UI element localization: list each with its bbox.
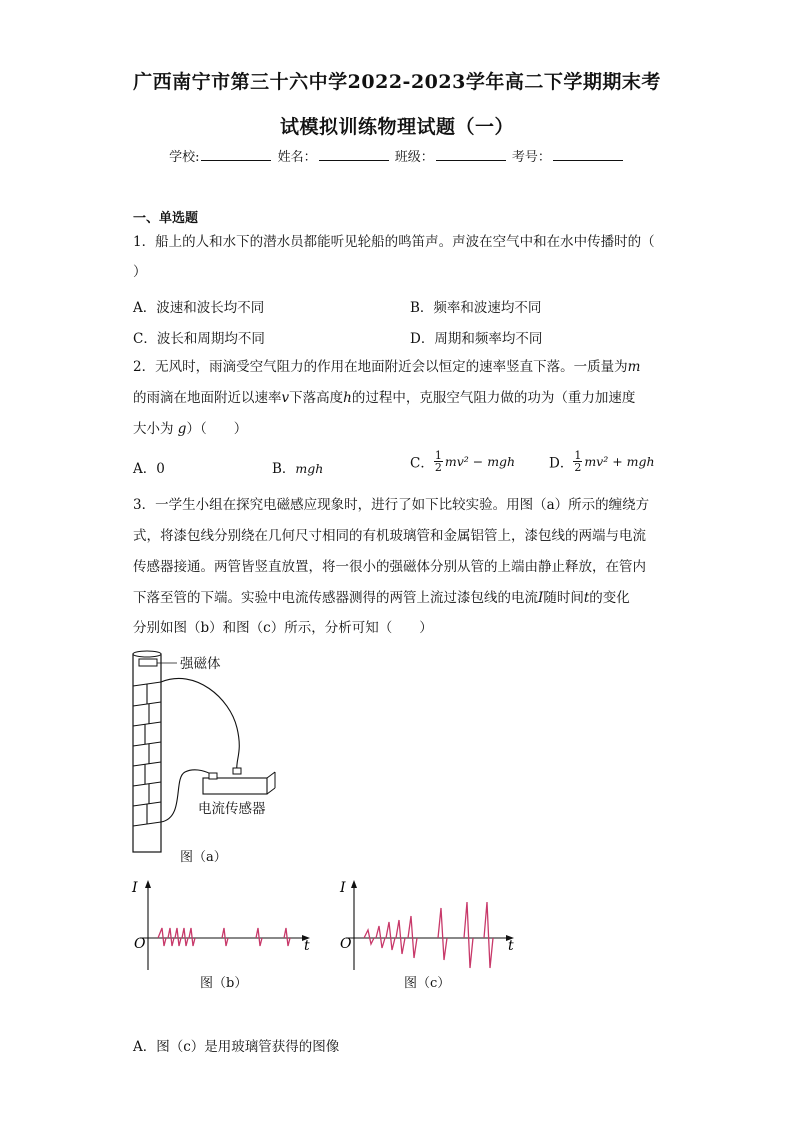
q3-stem-line5: 分别如图（b）和图（c）所示，分析可知（ ）: [133, 620, 433, 636]
q2-option-b[interactable]: B．mgh: [272, 461, 324, 477]
q2-stem-line2: 的雨滴在地面附近以速率v下落高度h的过程中，克服空气阻力做的功为（重力加速度: [133, 390, 636, 406]
fraction-half: $\frac{1}{2}$: [434, 449, 442, 474]
coil-windings: [133, 682, 161, 826]
figure-a-apparatus: [125, 648, 295, 868]
current-sensor: [203, 778, 267, 794]
student-info-row: [0, 146, 794, 165]
q2-option-a[interactable]: A．0: [133, 461, 165, 477]
q3-stem-line1: 3．一学生小组在探究电磁感应现象时，进行了如下比较实验。用图（a）所示的缠绕方: [133, 497, 650, 513]
fraction-half: $\frac{1}{2}$: [574, 449, 582, 474]
school-field[interactable]: [201, 148, 271, 161]
q2-stem-line1: 2．无风时，雨滴受空气阻力的作用在地面附近会以恒定的速率竖直下落。一质量为m: [133, 359, 641, 375]
figure-c-caption: 图（c）: [404, 976, 451, 991]
class-field[interactable]: [436, 148, 506, 161]
q2-stem-line3: 大小为 g）（ ）: [133, 421, 248, 437]
q3-stem-line3: 传感器接通。两管皆竖直放置，将一很小的强磁体分别从管的上端由静止释放，在管内: [133, 559, 646, 575]
class-label: 班级：: [394, 150, 434, 165]
sensor-label: 电流传感器: [198, 801, 266, 817]
q1-option-a[interactable]: A．波速和波长均不同: [133, 300, 265, 316]
exam-no-label: 考号：: [511, 150, 551, 165]
y-axis-label: I: [132, 880, 138, 896]
q1-option-b[interactable]: B．频率和波速均不同: [410, 300, 542, 316]
q3-stem-line4: 下落至管的下端。实验中电流传感器测得的两管上流过漆包线的电流I随时间t的变化: [133, 590, 630, 606]
name-label: 姓名：: [277, 150, 317, 165]
figure-b-caption: 图（b）: [200, 976, 248, 991]
page-title-line2: 试模拟训练物理试题（一）: [279, 116, 514, 138]
magnet: [139, 659, 157, 666]
q3-option-a[interactable]: A．图（c）是用玻璃管获得的图像: [133, 1039, 340, 1055]
origin-label: O: [340, 936, 352, 952]
section-title: 一、单选题: [133, 211, 199, 226]
name-field[interactable]: [319, 148, 389, 161]
exam-no-field[interactable]: [553, 148, 623, 161]
x-axis-label: t: [508, 938, 514, 954]
origin-label: O: [134, 936, 146, 952]
wire-top: [161, 678, 239, 772]
q1-stem-line1: 1．船上的人和水下的潜水员都能听见轮船的鸣笛声。声波在空气中和在水中传播时的（: [133, 234, 655, 250]
figure-c-graph: [338, 878, 528, 974]
signal-trace-b: [158, 928, 290, 946]
signal-trace-c: [364, 902, 493, 968]
q1-option-d[interactable]: D．周期和频率均不同: [410, 331, 543, 347]
school-label: 学校:: [169, 150, 200, 165]
q2-option-c[interactable]: C． $\frac{1}{2}$ mv² − mgh: [410, 449, 516, 474]
q1-stem-line2: ）: [133, 264, 147, 280]
page-title-line1: 广西南宁市第三十六中学2022-2023学年高二下学期期末考: [133, 71, 661, 93]
q3-stem-line2: 式，将漆包线分别绕在几何尺寸相同的有机玻璃管和金属铝管上，漆包线的两端与电流: [133, 528, 646, 544]
magnet-label: 强磁体: [180, 656, 221, 672]
x-axis-label: t: [304, 938, 310, 954]
figure-b-graph: [128, 878, 318, 974]
figure-a-caption: 图（a）: [180, 850, 227, 865]
q2-option-d[interactable]: D． $\frac{1}{2}$ mv² + mgh: [549, 449, 655, 474]
y-axis-label: I: [340, 880, 346, 896]
q1-option-c[interactable]: C．波长和周期均不同: [133, 331, 265, 347]
